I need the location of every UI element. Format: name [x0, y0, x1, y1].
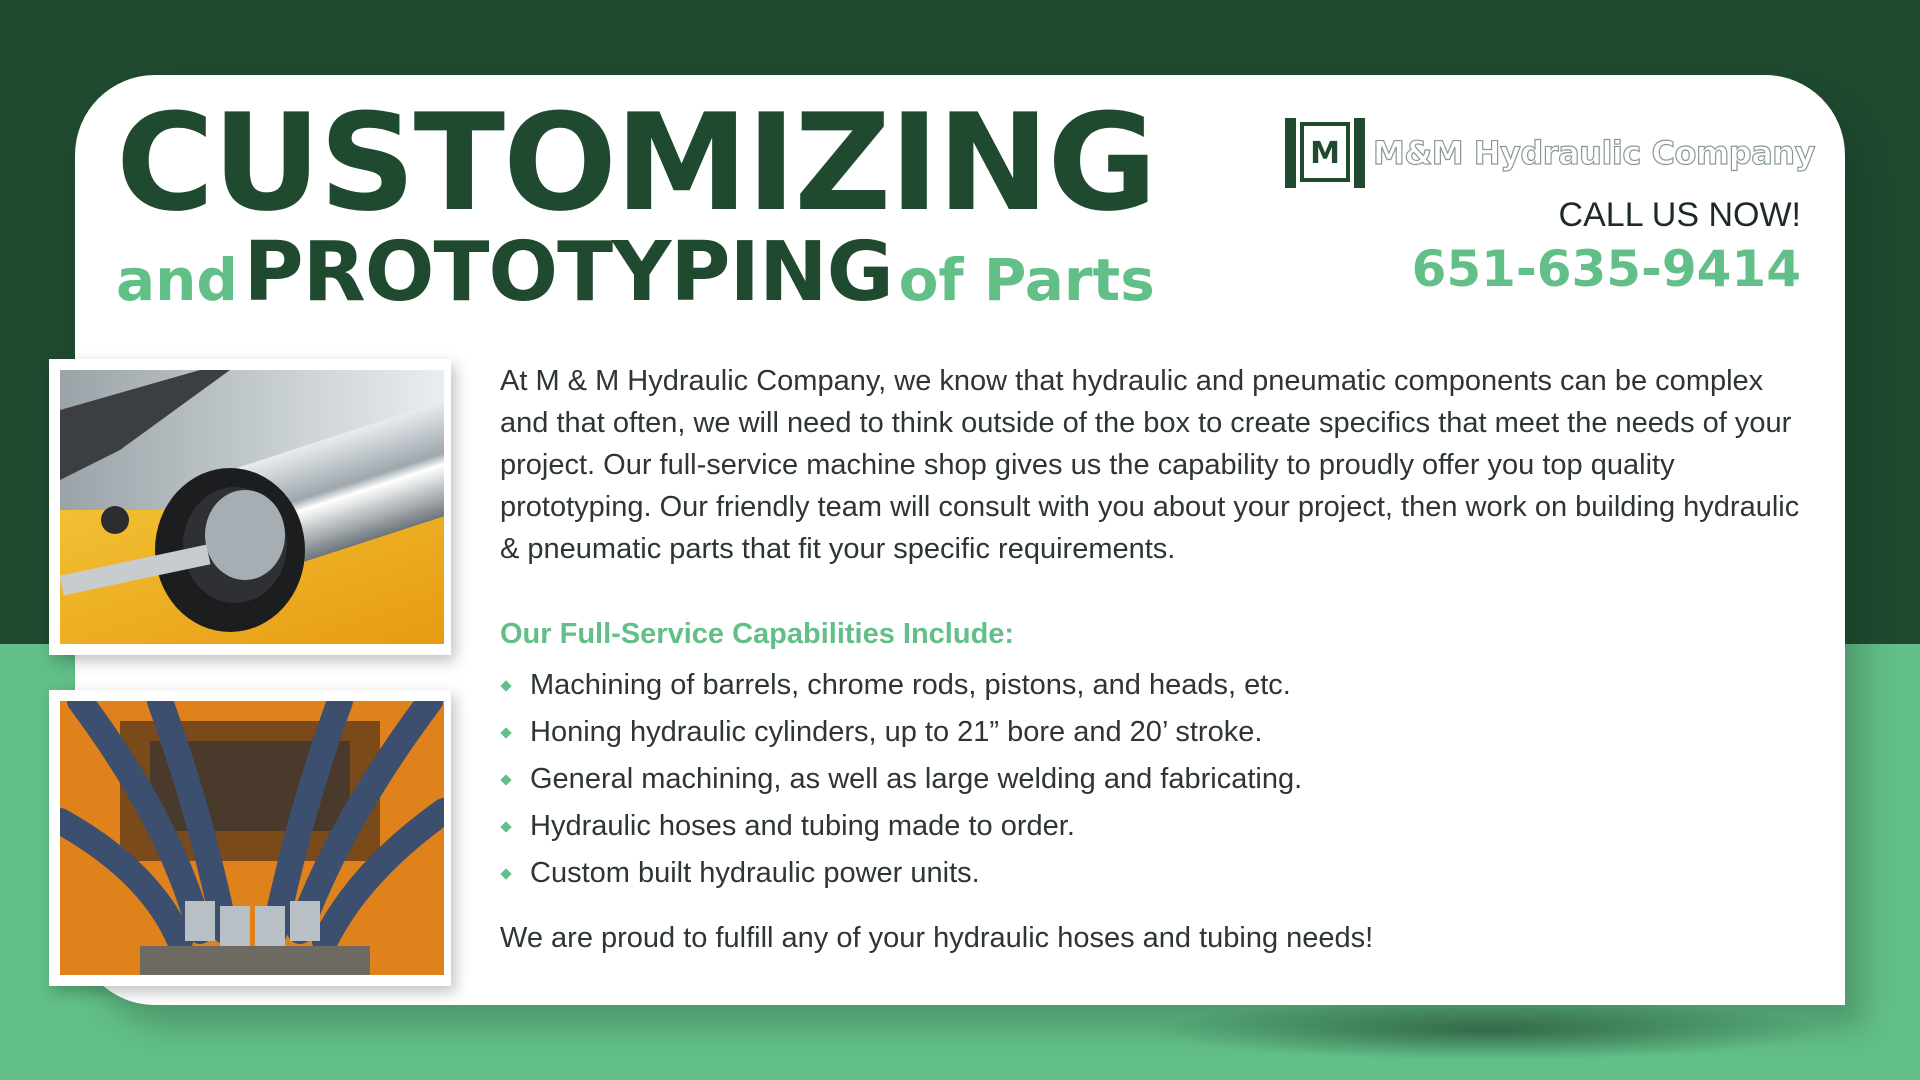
card-shadow: [1150, 1000, 1830, 1060]
logo-mark-icon: M: [1285, 118, 1365, 188]
diamond-bullet-icon: [500, 868, 511, 879]
photo-hydraulic-hoses: [49, 690, 451, 986]
list-item: Machining of barrels, chrome rods, pistons, and heads, etc.: [500, 662, 1302, 709]
list-item: Custom built hydraulic power units.: [500, 850, 1302, 897]
headline-sub-suffix: of Parts: [898, 246, 1155, 314]
intro-paragraph: At M & M Hydraulic Company, we know that hydraulic and pneumatic components can be complex and that often, we will need to think outside of the box to create specifics that meet the needs of your project. Our full-service machine shop gives us the capability to proudly offer you top quality prototyping. Our friendly team will consult with you about your project, then work on building hydraulic & pneumatic parts that fit your specific requirements.: [500, 365, 1800, 565]
call-label: CALL US NOW!: [1558, 196, 1801, 234]
diamond-bullet-icon: [500, 727, 511, 738]
diamond-bullet-icon: [500, 774, 511, 785]
diamond-bullet-icon: [500, 680, 511, 691]
list-item: Honing hydraulic cylinders, up to 21” bore and 20’ stroke.: [500, 709, 1302, 756]
headline-sub-prefix: and: [116, 246, 238, 314]
capabilities-heading: Our Full-Service Capabilities Include:: [500, 618, 1015, 650]
headline-main: CUSTOMIZING: [116, 85, 1156, 241]
company-logo: [1285, 118, 1815, 188]
photo-hydraulic-cylinder: [49, 359, 451, 655]
headline-sub-main: PROTOTYPING: [243, 225, 893, 320]
phone-number[interactable]: 651-635-9414: [1411, 240, 1801, 298]
list-item: Hydraulic hoses and tubing made to order.: [500, 803, 1302, 850]
logo-text: M&M Hydraulic Company: [1373, 134, 1815, 172]
closing-statement: We are proud to fulfill any of your hydraulic hoses and tubing needs!: [500, 922, 1374, 954]
headline-sub: [116, 225, 1155, 320]
capabilities-list: [500, 662, 1302, 897]
list-item: General machining, as well as large welding and fabricating.: [500, 756, 1302, 803]
diamond-bullet-icon: [500, 821, 511, 832]
